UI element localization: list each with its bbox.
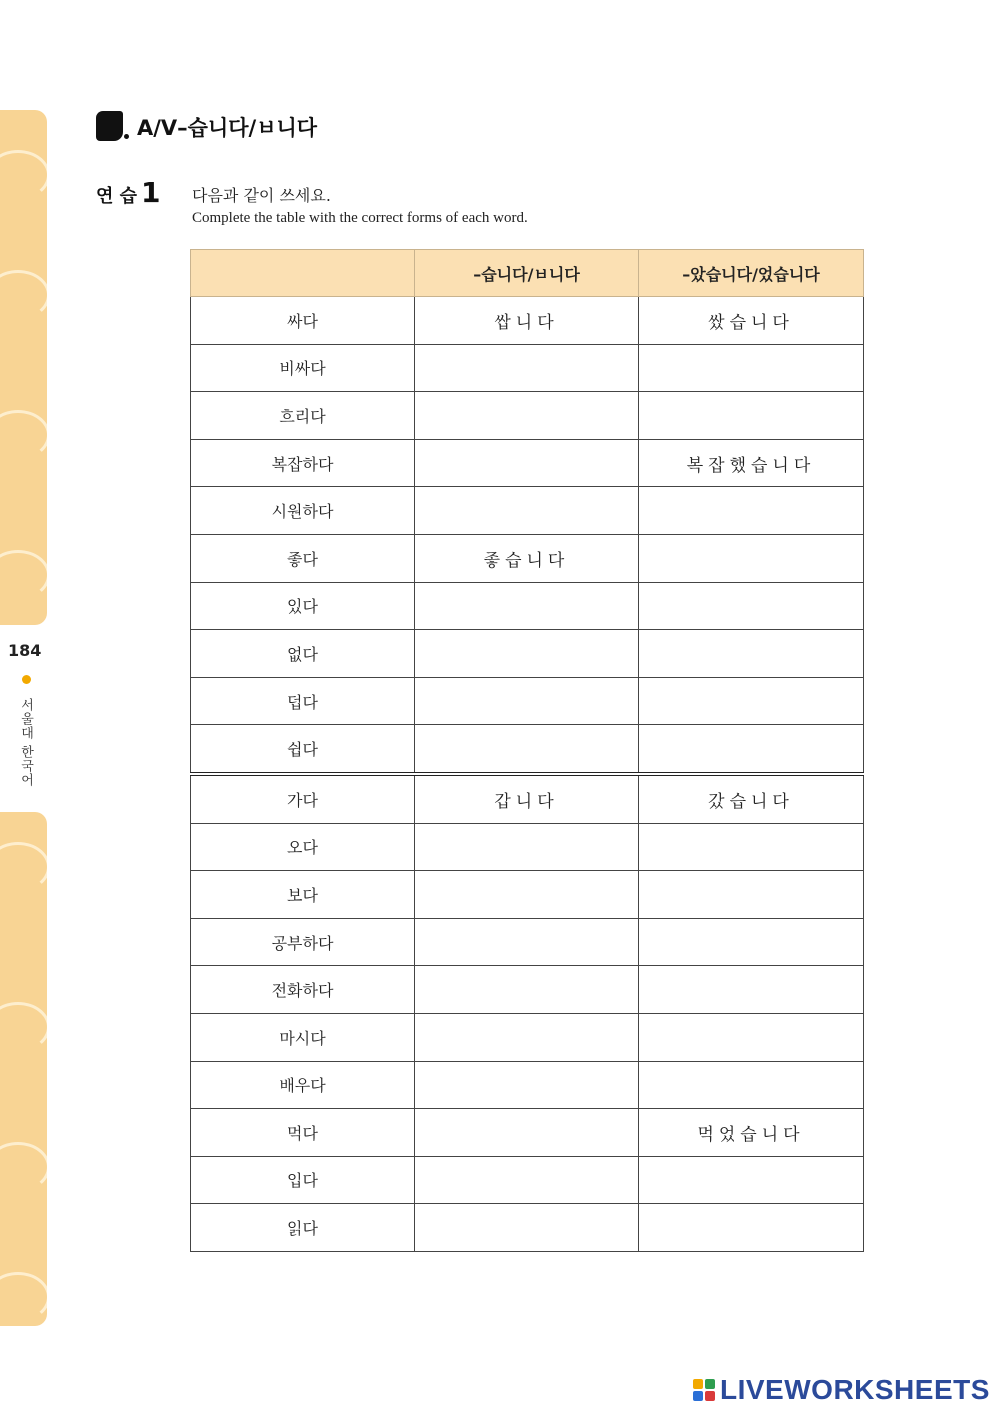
past-answer-cell[interactable]: 갔습니다 [639,774,864,823]
present-answer-cell[interactable] [415,439,639,487]
verb-cell: 덥다 [191,677,415,725]
verb-cell: 쉽다 [191,725,415,774]
logo-text: LIVEWORKSHEETS [720,1374,990,1405]
present-answer-cell[interactable] [415,823,639,871]
present-answer-cell[interactable] [415,630,639,678]
table-row [191,823,864,871]
present-answer-cell[interactable]: 좋습니다 [415,534,639,582]
table-row [191,630,864,678]
header-past: –았습니다/었습니다 [639,250,864,297]
exercise-label [96,176,161,209]
present-answer-cell[interactable]: 갑니다 [415,774,639,823]
table-row [191,487,864,535]
present-answer-cell[interactable] [415,1109,639,1157]
past-answer-cell[interactable] [639,871,864,919]
present-answer-cell[interactable] [415,1204,639,1252]
verb-cell: 흐리다 [191,392,415,440]
table-header-row [191,250,864,297]
verb-cell: 배우다 [191,1061,415,1109]
logo-square [693,1379,703,1389]
table-row [191,344,864,392]
present-answer-cell[interactable] [415,582,639,630]
header-present: –습니다/ㅂ니다 [415,250,639,297]
verb-cell: 보다 [191,871,415,919]
past-answer-cell[interactable] [639,344,864,392]
past-answer-cell[interactable] [639,918,864,966]
table-row [191,392,864,440]
table-row [191,297,864,345]
table-row [191,774,864,823]
present-answer-cell[interactable] [415,344,639,392]
liveworksheets-logo [693,1376,990,1404]
present-answer-cell[interactable] [415,871,639,919]
instruction-korean: 다음과 같이 쓰세요. [192,186,331,205]
present-answer-cell[interactable] [415,1013,639,1061]
logo-square [693,1391,703,1401]
table-row [191,725,864,774]
past-answer-cell[interactable] [639,1013,864,1061]
past-answer-cell[interactable]: 먹었습니다 [639,1109,864,1157]
table-row [191,534,864,582]
present-answer-cell[interactable] [415,1156,639,1204]
logo-square [705,1391,715,1401]
page-number: 184 [8,641,42,660]
instruction-english: Complete the table with the correct forms of each word. [192,210,528,226]
past-answer-cell[interactable] [639,392,864,440]
verb-cell: 없다 [191,630,415,678]
exercise-number: 1 [141,176,161,209]
verb-cell: 싸다 [191,297,415,345]
book-title: 서울대 한국어 [18,698,33,788]
table-row [191,918,864,966]
section-bullet-icon [96,111,123,141]
past-answer-cell[interactable] [639,823,864,871]
verb-cell: 먹다 [191,1109,415,1157]
present-answer-cell[interactable]: 쌉니다 [415,297,639,345]
past-answer-cell[interactable] [639,1156,864,1204]
table-row [191,582,864,630]
table-row [191,1204,864,1252]
past-answer-cell[interactable]: 복잡했습니다 [639,439,864,487]
present-answer-cell[interactable] [415,725,639,774]
past-answer-cell[interactable] [639,582,864,630]
logo-square [705,1379,715,1389]
present-answer-cell[interactable] [415,392,639,440]
past-answer-cell[interactable] [639,487,864,535]
past-answer-cell[interactable] [639,966,864,1014]
present-answer-cell[interactable] [415,1061,639,1109]
past-answer-cell[interactable] [639,1204,864,1252]
table-row [191,1061,864,1109]
past-answer-cell[interactable] [639,630,864,678]
table-row [191,677,864,725]
verb-cell: 있다 [191,582,415,630]
verb-cell: 좋다 [191,534,415,582]
verb-cell: 입다 [191,1156,415,1204]
past-answer-cell[interactable]: 쌌습니다 [639,297,864,345]
verb-cell: 가다 [191,774,415,823]
table-row [191,1156,864,1204]
table-row [191,1109,864,1157]
table-row [191,871,864,919]
verb-cell: 시원하다 [191,487,415,535]
page-dot [22,675,31,684]
verb-cell: 읽다 [191,1204,415,1252]
past-answer-cell[interactable] [639,534,864,582]
verb-cell: 오다 [191,823,415,871]
table-row [191,1013,864,1061]
past-answer-cell[interactable] [639,725,864,774]
header-word [191,250,415,297]
side-decoration-bottom [0,812,47,1326]
verb-cell: 비싸다 [191,344,415,392]
present-answer-cell[interactable] [415,918,639,966]
logo-grid-icon [693,1379,715,1401]
past-answer-cell[interactable] [639,677,864,725]
conjugation-table [190,249,864,1252]
exercise-label-text: 연 습 [96,186,138,207]
verb-cell: 마시다 [191,1013,415,1061]
table-row [191,439,864,487]
verb-cell: 공부하다 [191,918,415,966]
section-title: A/V–습니다/ㅂ니다 [137,116,318,140]
table-row [191,966,864,1014]
present-answer-cell[interactable] [415,966,639,1014]
present-answer-cell[interactable] [415,677,639,725]
side-decoration-top [0,110,47,625]
verb-cell: 전화하다 [191,966,415,1014]
past-answer-cell[interactable] [639,1061,864,1109]
verb-cell: 복잡하다 [191,439,415,487]
present-answer-cell[interactable] [415,487,639,535]
